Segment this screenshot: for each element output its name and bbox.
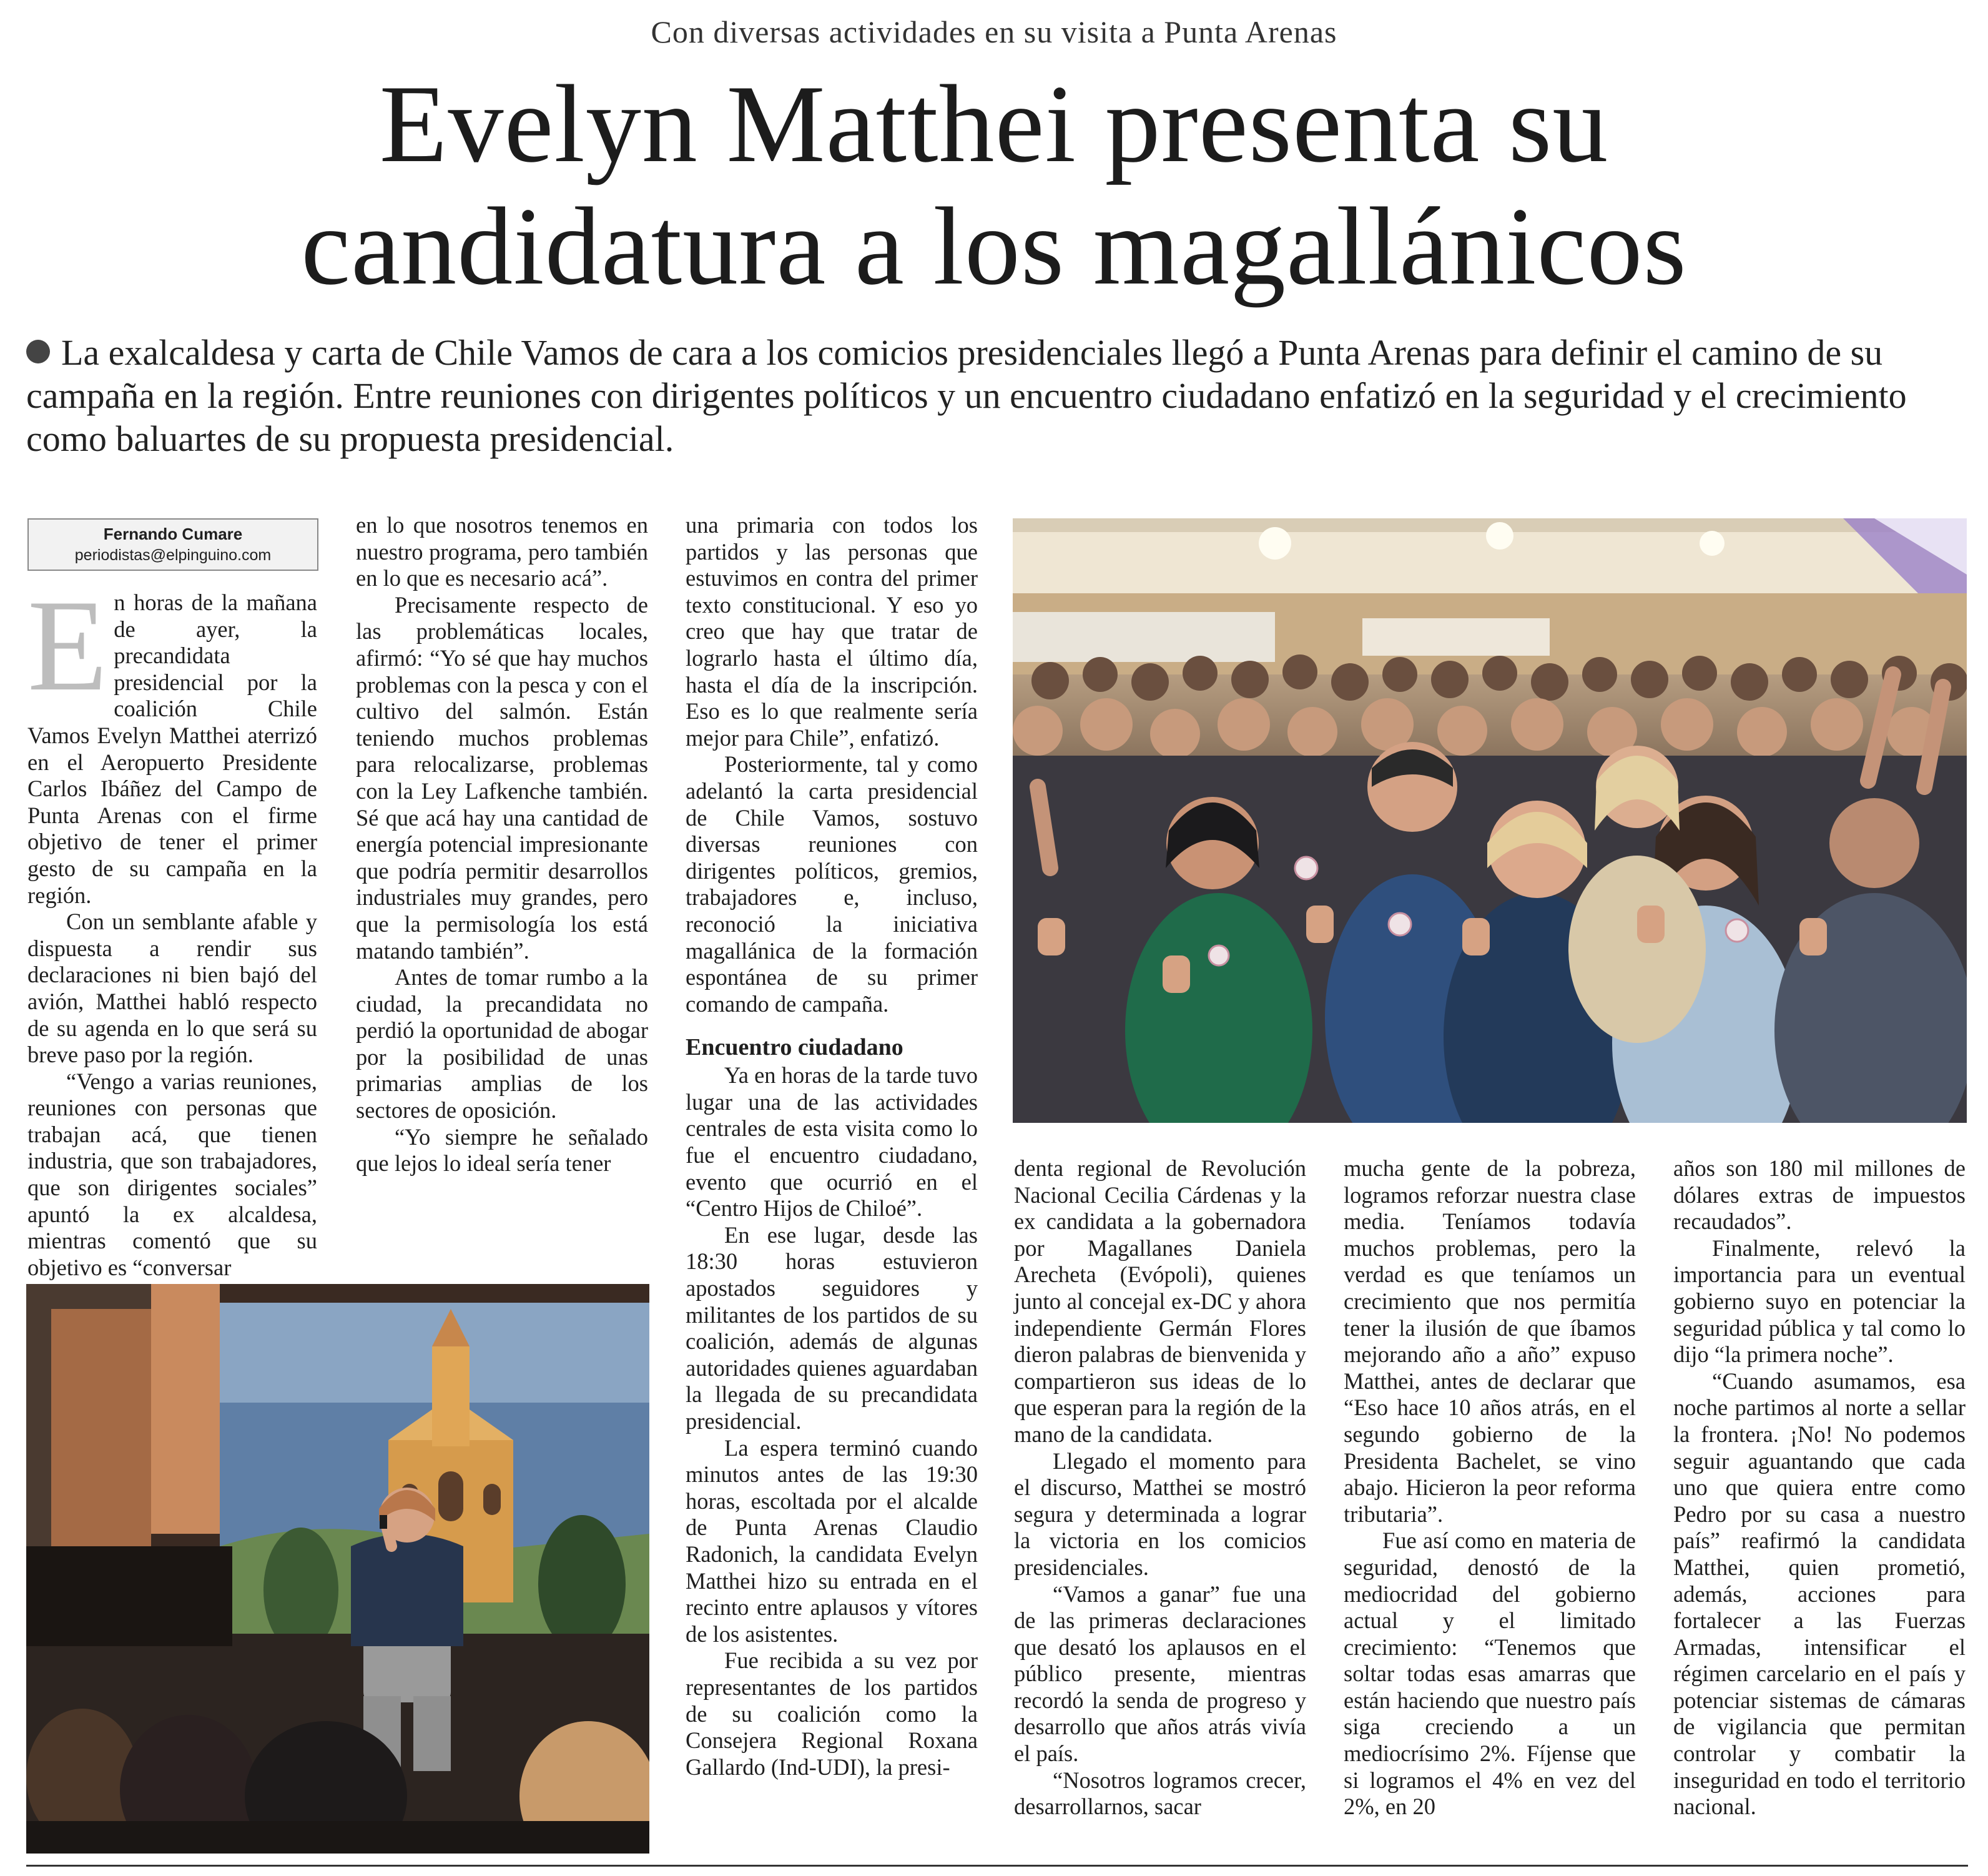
paragraph: una primaria con todos los partidos y las personas que estuvimos en contra del primer texto constitucional. Y eso yo creo que hay que tratar de lograrlo hasta el último día, hasta el día de la inscripción. Eso es lo que realmente sería mejor para Chile”, enfatizó. bbox=[686, 512, 978, 751]
column-2 bbox=[356, 512, 648, 1177]
paragraph: Posteriormente, tal y como adelantó la carta presidencial de Chile Vamos, sostuvo diversas reuniones con dirigentes políticos, gremios, trabajadores e, incluso, reconoció la iniciativa magallánica de la formación espontánea de su primer comando de campaña. bbox=[686, 751, 978, 1017]
paragraph: Fue recibida a su vez por representantes de los partidos de su coalición como la Consejera Regional Roxana Gallardo (Ind-UDI), la presi- bbox=[686, 1647, 978, 1780]
column-1 bbox=[27, 573, 317, 1281]
column-6 bbox=[1673, 1155, 1966, 1820]
stage-photo-illustration bbox=[26, 1284, 649, 1854]
paragraph: Antes de tomar rumbo a la ciudad, la precandidata no perdió la oportunidad de abogar por la posibilidad de unas primarias amplias de los sectores de oposición. bbox=[356, 964, 648, 1123]
drop-cap: E bbox=[27, 573, 108, 718]
headline-line-2: candidatura a los magallánicos bbox=[301, 184, 1687, 308]
paragraph: años son 180 mil millones de dólares extras de impuestos recaudados”. bbox=[1673, 1155, 1966, 1235]
paragraph: Con un semblante afable y dispuesta a rendir sus declaraciones ni bien bajó del avión, Matthei habló respecto de su agenda en lo que será su breve paso por la región. bbox=[27, 909, 317, 1068]
paragraph: La espera terminó cuando minutos antes de las 19:30 horas, escoltada por el alcalde de Punta Arenas Claudio Radonich, la candidata Evelyn Matthei hizo su entrada en el recinto entre aplausos y vítores de los asistentes. bbox=[686, 1434, 978, 1647]
paragraph: “Nosotros logramos crecer, desarrollarnos, sacar bbox=[1014, 1767, 1306, 1820]
paragraph: “Vamos a ganar” fue una de las primeras declaraciones que desató los aplausos en el público presente, mientras recordó la senda de progreso y desarrollo que años atrás vivía el país. bbox=[1014, 1581, 1306, 1767]
bottom-rule bbox=[26, 1865, 1968, 1867]
paragraph: Fue así como en materia de seguridad, denostó de la mediocridad del gobierno actual y el limitado crecimiento: “Tenemos que soltar todas esas amarras que están haciendo que nuestro país siga creciendo a un mediocrísimo 2%. Fíjense que si logramos el 4% en vez del 2%, en 20 bbox=[1344, 1528, 1636, 1820]
paragraph: en lo que nosotros tenemos en nuestro programa, pero también en lo que es necesario acá”. bbox=[356, 512, 648, 591]
paragraph: mucha gente de la pobreza, logramos reforzar nuestra clase media. Teníamos todavía muchos problemas, pero la verdad es que teníamos un crecimiento que nos permitía tener la ilusión de que íbamos mejorando año a año” expuso Matthei, antes de declarar que “Eso hace 10 años atrás, en el segundo gobierno de la Presidenta Bachelet, se vino abajo. Hicieron la peor reforma tributaria”. bbox=[1344, 1155, 1636, 1527]
bullet-icon bbox=[26, 340, 50, 363]
paragraph: denta regional de Revolución Nacional Cecilia Cárdenas y la ex candidata a la gobernadora por Magallanes Daniela Arecheta (Evópoli), quienes junto al concejal ex-DC y ahora independiente Germán Flores dieron palabras de bienvenida y compartieron sus ideas de lo que esperan para la región de la mano de la candidata. bbox=[1014, 1155, 1306, 1447]
headline-line-1: Evelyn Matthei presenta su bbox=[379, 62, 1609, 185]
subheading: Encuentro ciudadano bbox=[686, 1034, 903, 1061]
paragraph: Llegado el momento para el discurso, Matthei se mostró segura y determinada a lograr la victoria en los comicios presidenciales. bbox=[1014, 1448, 1306, 1580]
paragraph: “Vengo a varias reuniones, reuniones con personas que trabajan acá, que tienen industria, que son trabajadores, que son dirigentes sociales” apuntó la ex alcaldesa, mientras comentó que su objetivo es “conversar bbox=[27, 1068, 317, 1280]
paragraph: Precisamente respecto de las problemáticas locales, afirmó: “Yo sé que hay muchos problemas con la pesca y con el cultivo del salmón. Están teniendo muchos problemas para relocalizarse, problemas con la Ley Lafkenche también. Sé que acá hay una cantidad de energía potencial impresionante que podría permitir desarrollos industriales muy grandes, pero que la permisología los está matando también”. bbox=[356, 591, 648, 964]
paragraph: En ese lugar, desde las 18:30 horas estuvieron apostados seguidores y militantes de los partidos de su coalición, además de algunas autoridades quienes aguardaban la llegada de su precandidata presidencial. bbox=[686, 1222, 978, 1434]
column-5 bbox=[1344, 1155, 1636, 1820]
paragraph: Finalmente, relevó la importancia para un eventual gobierno suyo en potenciar la seguridad pública y tal como lo dijo “la primera noche”. bbox=[1673, 1235, 1966, 1368]
paragraph: “Yo siempre he señalado que lejos lo ideal sería tener bbox=[356, 1123, 648, 1177]
byline-email: periodistas@elpinguino.com bbox=[74, 546, 272, 564]
byline-name: Fernando Cumare bbox=[103, 525, 243, 543]
article-headline bbox=[50, 62, 1938, 307]
byline-box bbox=[27, 518, 318, 571]
crowd-photo-illustration bbox=[1013, 518, 1967, 1123]
lead-text: La exalcaldesa y carta de Chile Vamos de cara a los comicios presidenciales llegó a Punta Arenas para definir el camino de su campaña en la región. Entre reuniones con dirigentes políticos y un encuentro ciudadano enfatizó en la seguridad y el crecimiento como baluartes de su propuesta presidencial. bbox=[26, 332, 1907, 459]
column-3 bbox=[686, 512, 978, 1780]
paragraph: Ya en horas de la tarde tuvo lugar una de las actividades centrales de esta visita como lo fue el encuentro ciudadano, evento que ocurrió en el “Centro Hijos de Chiloé”. bbox=[686, 1062, 978, 1222]
article-kicker: Con diversas actividades en su visita a Punta Arenas bbox=[651, 14, 1337, 49]
stage-photo bbox=[26, 1284, 649, 1854]
column-4 bbox=[1014, 1155, 1306, 1820]
crowd-photo bbox=[1013, 518, 1967, 1123]
paragraph: “Cuando asumamos, esa noche partimos al norte a sellar la frontera. ¡No! No podemos seguir aguantando que cada uno que quiera entre como Pedro por su casa a nuestro país” reafirmó la candidata Matthei, quien prometió, además, acciones para fortalecer a las Fuerzas Armadas, intensificar el régimen carcelario en el país y potenciar sistemas de cámaras de vigilancia que permitan controlar y combatir la inseguridad en todo el territorio nacional. bbox=[1673, 1368, 1966, 1820]
paragraph: n horas de la mañana de ayer, la precandidata presidencial por la coalición Chile Vamos Evelyn Matthei aterrizó en el Aeropuerto Presidente Carlos Ibáñez del Campo de Punta Arenas con el firme objetivo de tener el primer gesto de su campaña en la región. bbox=[27, 590, 317, 908]
article-lead bbox=[26, 331, 1968, 460]
